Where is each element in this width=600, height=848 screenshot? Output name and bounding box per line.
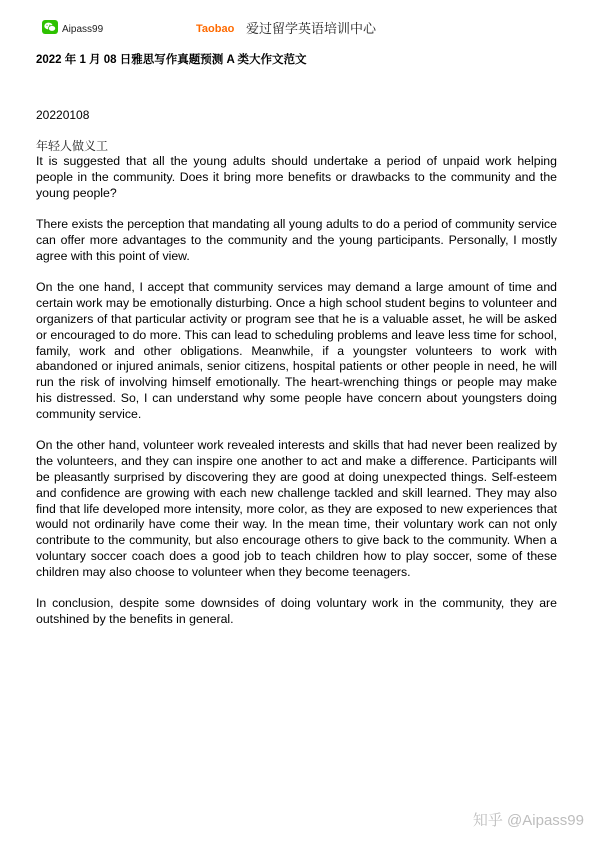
topic-label: 年轻人做义工 bbox=[36, 139, 109, 153]
document-title: 2022 年 1 月 08 日雅思写作真题预测 A 类大作文范文 bbox=[36, 54, 307, 66]
essay-body-paragraph-2: On the other hand, volunteer work revealed interests and skills that had never been realized by the volunteers, and they can inspire one another to act and make a difference. Participants will be pleasantly surprised by discovering they are good at doing unexpected things. Self-esteem and confidence are growing with each new challenge tackled and skill learned. They may also find that life developed more intensity, more color, as they are exposed to new experiences that would not ordinarily have come their way. In the mean time, their voluntary work can not only contribute to the community, but also encourage others to give back to the community. When a voluntary soccer coach does a good job to teach children how to play soccer, some of these children may also choose to volunteer when they become teenagers. bbox=[36, 438, 557, 579]
zhihu-watermark: 知乎 @Aipass99 bbox=[472, 812, 584, 829]
wechat-icon bbox=[42, 20, 58, 34]
page-header bbox=[0, 0, 600, 48]
essay-body bbox=[36, 138, 557, 644]
document-date: 20220108 bbox=[36, 108, 90, 122]
essay-body-paragraph-1: On the one hand, I accept that community services may demand a large amount of time and certain work may be emotionally disturbing. Once a high school student begins to volunteer and organizers of that particular activity or program see that he is a valuable asset, he will be asked or encouraged to do more. This can lead to scheduling problems and leave less time for school, family, work and other obligations. Meanwhile, if a youngster volunteers to work with abandoned or injured animals, senior citizens, hospital patients or other people in need, he will run the risk of involving himself emotionally. The heart-wrenching things or people may make his distressed. So, I can understand why some people have concern about youngsters doing community service. bbox=[36, 280, 557, 421]
essay-introduction: There exists the perception that mandating all young adults to do a period of community service can offer more advantages to the community and the young participants. Personally, I mostly agree with this point of view. bbox=[36, 217, 557, 263]
taobao-label: Taobao bbox=[196, 23, 235, 35]
essay-prompt: It is suggested that all the young adults should undertake a period of unpaid work helping people in the community. Does it bring more benefits or drawbacks to the community and the young people? bbox=[36, 154, 557, 200]
essay-conclusion: In conclusion, despite some downsides of doing voluntary work in the community, they are outshined by the benefits in general. bbox=[36, 596, 557, 627]
org-name: 爱过留学英语培训中心 bbox=[246, 22, 377, 37]
wechat-id: Aipass99 bbox=[62, 24, 104, 35]
